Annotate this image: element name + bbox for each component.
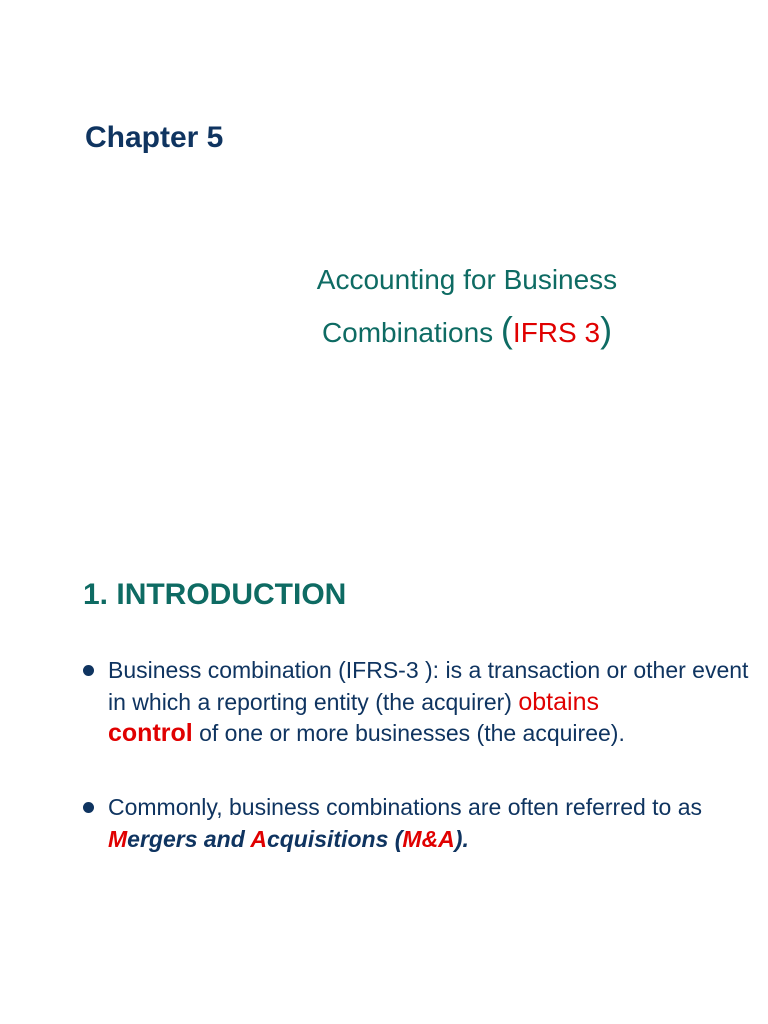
- bullet-item-definition: [83, 655, 753, 750]
- bullet-text-part: of one or more businesses (the acquiree).: [192, 720, 625, 746]
- letter-a: A: [250, 825, 267, 852]
- paren-close: ): [600, 309, 613, 350]
- subtitle-line-2: [200, 305, 734, 358]
- chapter-title: Chapter 5: [85, 121, 224, 154]
- term-end: ).: [454, 825, 469, 852]
- paren-open: (: [500, 309, 513, 350]
- term-mergers: ergers and: [127, 825, 251, 852]
- section-heading: 1. INTRODUCTION: [83, 578, 347, 611]
- bullet-dot-icon: [83, 665, 94, 676]
- bullet-text-part: Business combination (IFRS-3 ): is a transaction or other event in which a reporting entity (the acquirer): [108, 657, 749, 715]
- keyword-obtains: obtains: [518, 687, 599, 716]
- bullet-text: [108, 792, 753, 855]
- bullet-item-ma: [83, 792, 753, 855]
- keyword-control: control: [108, 719, 193, 747]
- letter-m: M: [108, 825, 128, 852]
- ifrs-standard: IFRS 3: [512, 317, 601, 348]
- term-acquisitions: cquisitions (: [266, 825, 403, 852]
- subtitle-combinations: Combinations: [321, 317, 501, 348]
- bullet-text-part: Commonly, business combinations are often referred to as: [108, 794, 703, 820]
- bullet-dot-icon: [83, 802, 94, 813]
- chapter-subtitle: [200, 255, 734, 358]
- bullet-text: [108, 655, 753, 750]
- abbreviation-ma: M&A: [402, 825, 455, 852]
- subtitle-line-1: Accounting for Business: [316, 264, 618, 295]
